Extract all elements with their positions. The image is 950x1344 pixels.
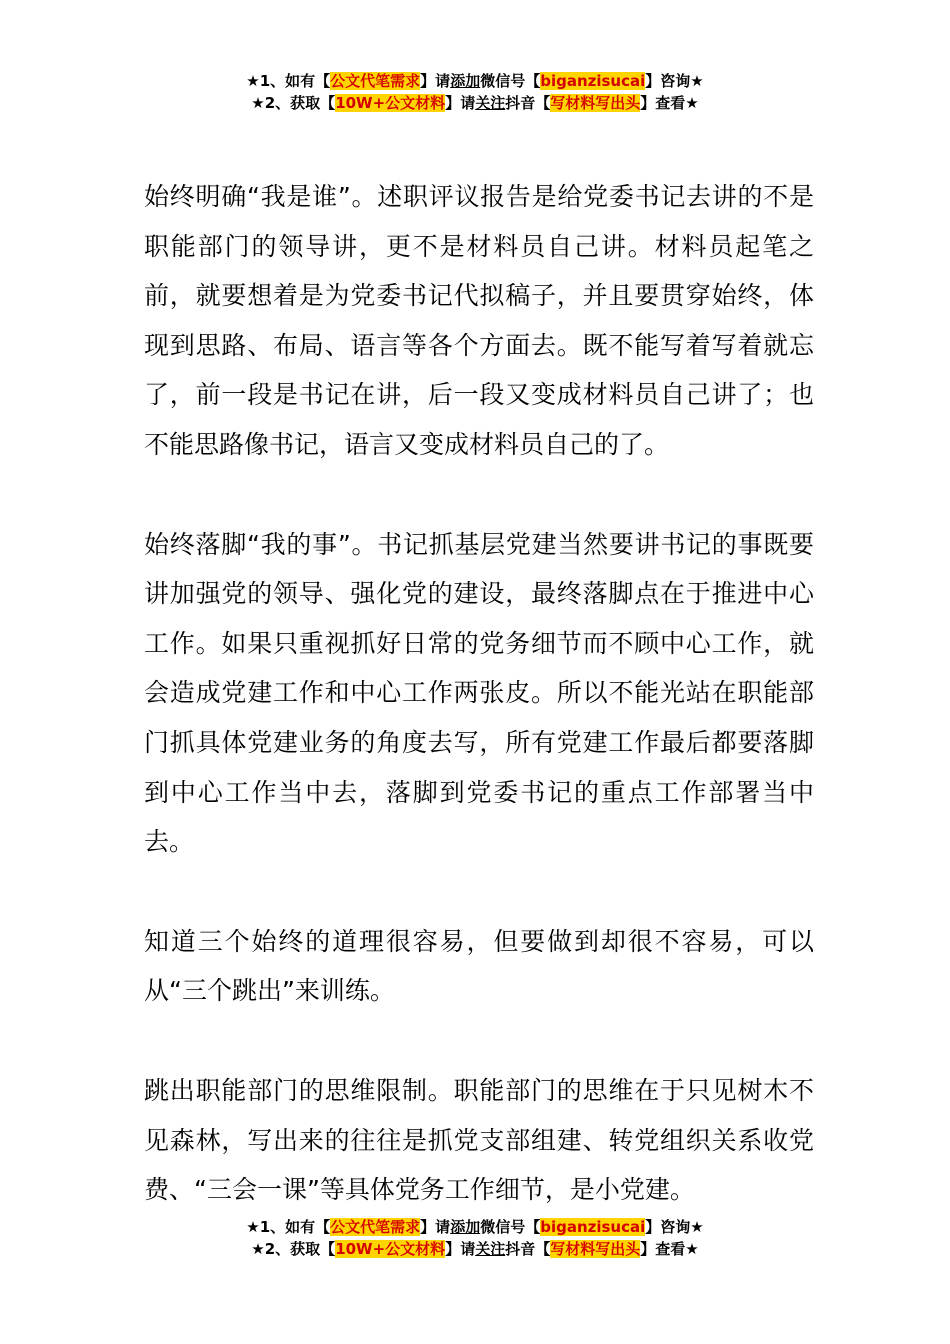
banner-line-1: ★1、如有【公文代笔需求】请添加微信号【biganzisucai】咨询★ [246, 72, 704, 90]
highlight-service: 公文代笔需求 [330, 72, 421, 90]
highlight-materials: 10W+公文材料 [335, 1240, 446, 1258]
paragraph-1: 始终明确“我是谁”。述职评议报告是给党委书记去讲的不是职能部门的领导讲，更不是材料员自己讲。材料员起笔之前，就要想着是为党委书记代拟稿子，并且要贯穿始终，体现到思路、布局、语言等各个方面去。既不能写着写着就忘了，前一段是书记在讲，后一段又变成材料员自己讲了；也不能思路像书记，语言又变成材料员自己的了。 [144, 182, 814, 459]
footer-banner [0, 1216, 950, 1260]
highlight-service: 公文代笔需求 [330, 1218, 421, 1236]
highlight-wechat-id: biganzisucai [540, 72, 646, 90]
banner-line-2: ★2、获取【10W+公文材料】请关注抖音【写材料写出头】查看★ [251, 94, 699, 112]
paragraph-3: 知道三个始终的道理很容易，但要做到却很不容易，可以从“三个跳出”来训练。 [144, 926, 814, 1006]
banner-line-2: ★2、获取【10W+公文材料】请关注抖音【写材料写出头】查看★ [251, 1240, 699, 1258]
highlight-materials: 10W+公文材料 [335, 94, 446, 112]
highlight-wechat-id: biganzisucai [540, 1218, 646, 1236]
paragraph-2: 始终落脚“我的事”。书记抓基层党建当然要讲书记的事既要讲加强党的领导、强化党的建设，最终落脚点在于推进中心工作。如果只重视抓好日常的党务细节而不顾中心工作，就会造成党建工作和中心工作两张皮。所以不能光站在职能部门抓具体党建业务的角度去写，所有党建工作最后都要落脚到中心工作当中去，落脚到党委书记的重点工作部署当中去。 [144, 529, 814, 857]
banner-line-1: ★1、如有【公文代笔需求】请添加微信号【biganzisucai】咨询★ [246, 1218, 704, 1236]
paragraph-4: 跳出职能部门的思维限制。职能部门的思维在于只见树木不见森林，写出来的往往是抓党支部组建、转党组织关系收党费、“三会一课”等具体党务工作细节，是小党建。 [144, 1075, 814, 1205]
highlight-douyin-account: 写材料写出头 [550, 94, 641, 112]
highlight-douyin-account: 写材料写出头 [550, 1240, 641, 1258]
header-banner [0, 70, 950, 114]
document-body [144, 172, 814, 1265]
